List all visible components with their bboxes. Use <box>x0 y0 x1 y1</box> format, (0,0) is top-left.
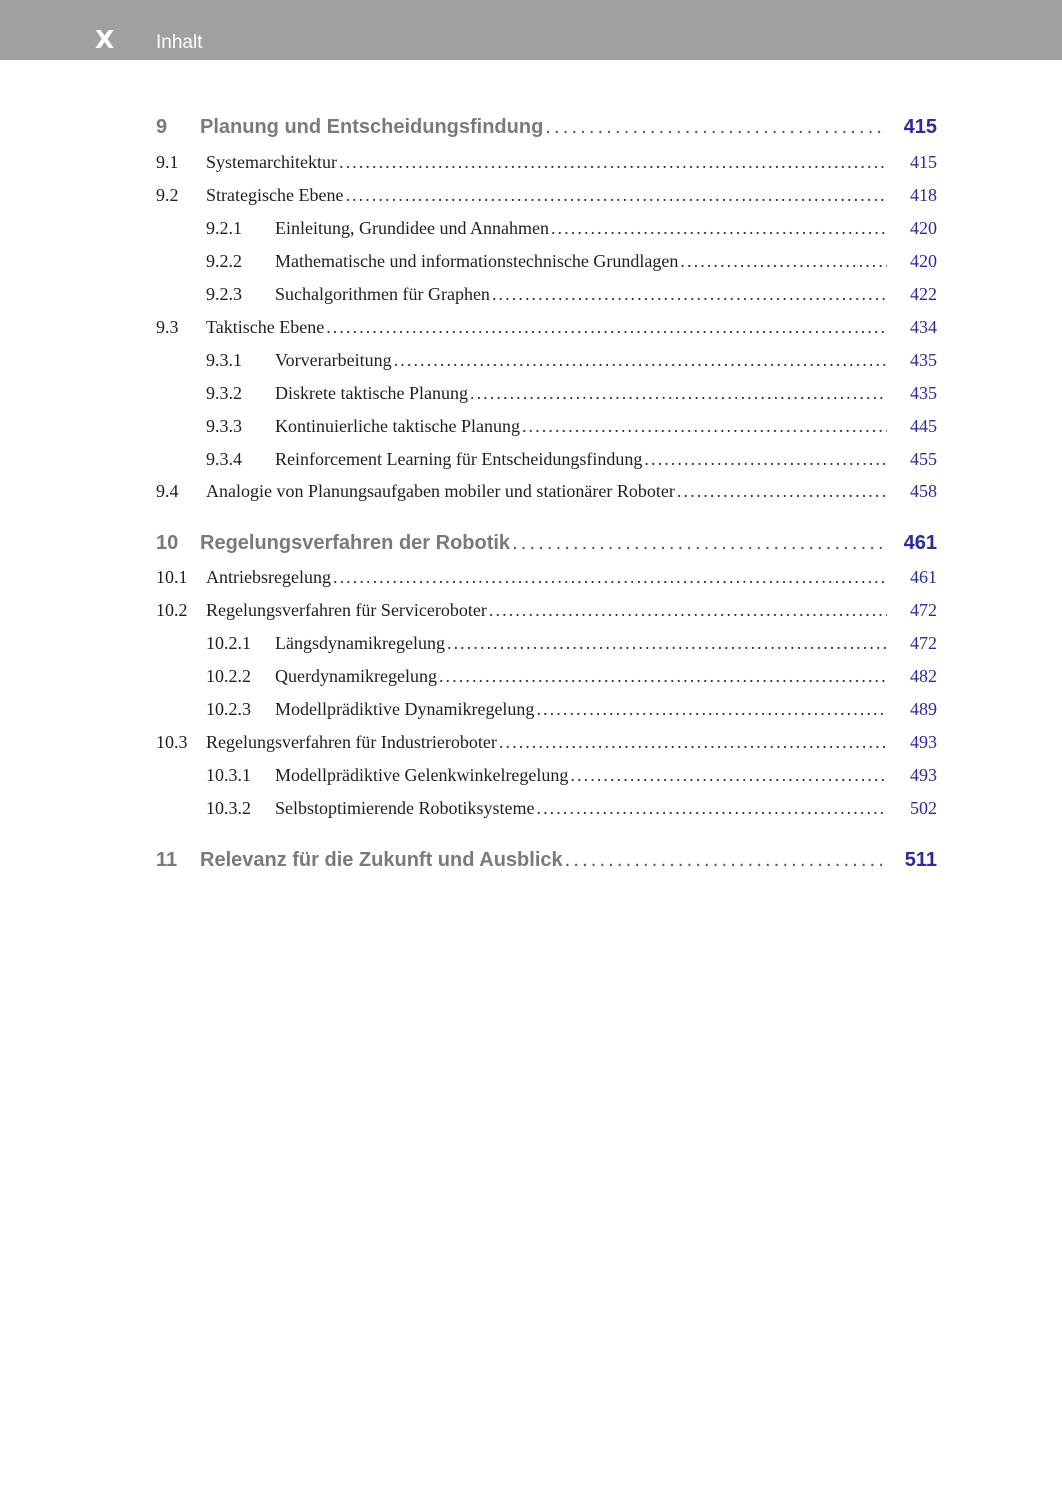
subsection-number: 9.2.2 <box>206 251 242 271</box>
chapter-title: Regelungsverfahren der Robotik <box>200 532 511 554</box>
dot-leader <box>570 765 887 786</box>
dot-leader <box>677 481 887 502</box>
subsection-title: Suchalgorithmen für Graphen <box>275 284 490 304</box>
dot-leader <box>512 532 887 555</box>
toc-section-9-1[interactable] <box>156 152 937 180</box>
subsection-title: Vorverarbeitung <box>275 350 392 370</box>
subsection-number: 9.2.1 <box>206 218 242 238</box>
subsection-page-number[interactable]: 420 <box>910 218 937 238</box>
subsection-page-number[interactable]: 482 <box>910 666 937 686</box>
toc-subsection-9-3-3[interactable] <box>156 416 937 444</box>
dot-leader <box>345 185 887 206</box>
chapter-page-number[interactable]: 415 <box>903 116 937 138</box>
toc-subsection-10-2-1[interactable] <box>156 633 937 661</box>
toc-section-9-4[interactable] <box>156 481 937 509</box>
subsection-title: Selbstoptimierende Robotiksysteme <box>275 798 535 818</box>
toc-subsection-9-2-1[interactable] <box>156 218 937 246</box>
toc-chapter-10[interactable] <box>156 532 937 562</box>
subsection-number: 10.2.1 <box>206 633 251 653</box>
chapter-title: Planung und Entscheidungsfindung <box>200 116 544 138</box>
toc-chapter-9[interactable] <box>156 116 937 146</box>
subsection-page-number[interactable]: 472 <box>910 633 937 653</box>
dot-leader <box>536 699 887 720</box>
subsection-number: 10.2.3 <box>206 699 251 719</box>
dot-leader <box>333 567 887 588</box>
dot-leader <box>339 152 887 173</box>
dot-leader <box>470 383 887 404</box>
toc-subsection-9-3-4[interactable] <box>156 449 937 477</box>
section-page-number[interactable]: 415 <box>910 152 937 172</box>
dot-leader <box>326 317 887 338</box>
running-title: Inhalt <box>156 32 203 53</box>
dot-leader <box>439 666 887 687</box>
subsection-number: 10.2.2 <box>206 666 251 686</box>
subsection-title: Mathematische und informationstechnische Grundlagen <box>275 251 679 271</box>
dot-leader <box>680 251 887 272</box>
subsection-page-number[interactable]: 502 <box>910 798 937 818</box>
section-title: Strategische Ebene <box>206 185 344 205</box>
subsection-page-number[interactable]: 435 <box>910 350 937 370</box>
dot-leader <box>644 449 887 470</box>
dot-leader <box>394 350 887 371</box>
subsection-title: Einleitung, Grundidee und Annahmen <box>275 218 549 238</box>
subsection-number: 9.3.4 <box>206 449 242 469</box>
subsection-page-number[interactable]: 445 <box>910 416 937 436</box>
toc-section-9-2[interactable] <box>156 185 937 213</box>
section-title: Antriebsregelung <box>206 567 331 587</box>
subsection-page-number[interactable]: 493 <box>910 765 937 785</box>
dot-leader <box>551 218 887 239</box>
dot-leader <box>522 416 887 437</box>
subsection-title: Längsdynamikregelung <box>275 633 445 653</box>
section-number: 9.4 <box>156 481 179 501</box>
section-page-number[interactable]: 418 <box>910 185 937 205</box>
subsection-title: Diskrete taktische Planung <box>275 383 468 403</box>
subsection-page-number[interactable]: 422 <box>910 284 937 304</box>
section-page-number[interactable]: 461 <box>910 567 937 587</box>
section-number: 10.2 <box>156 600 188 620</box>
section-number: 10.3 <box>156 732 188 752</box>
page-number: X <box>95 25 115 54</box>
section-title: Analogie von Planungsaufgaben mobiler und stationärer Roboter <box>206 481 675 501</box>
section-number: 9.2 <box>156 185 179 205</box>
chapter-page-number[interactable]: 511 <box>904 849 937 871</box>
subsection-title: Kontinuierliche taktische Planung <box>275 416 520 436</box>
subsection-number: 10.3.2 <box>206 798 251 818</box>
chapter-number: 10 <box>156 532 179 554</box>
toc-section-10-1[interactable] <box>156 567 937 595</box>
section-number: 10.1 <box>156 567 188 587</box>
toc-chapter-11[interactable] <box>156 849 937 879</box>
toc-subsection-10-2-2[interactable] <box>156 666 937 694</box>
dot-leader <box>492 284 887 305</box>
subsection-title: Querdynamikregelung <box>275 666 437 686</box>
toc-subsection-9-3-2[interactable] <box>156 383 937 411</box>
toc-subsection-10-3-1[interactable] <box>156 765 937 793</box>
section-title: Taktische Ebene <box>206 317 325 337</box>
section-number: 9.1 <box>156 152 179 172</box>
subsection-number: 10.3.1 <box>206 765 251 785</box>
subsection-title: Modellprädiktive Dynamikregelung <box>275 699 535 719</box>
subsection-title: Modellprädiktive Gelenkwinkelregelung <box>275 765 569 785</box>
toc-subsection-10-2-3[interactable] <box>156 699 937 727</box>
section-title: Regelungsverfahren für Industrieroboter <box>206 732 497 752</box>
section-title: Regelungsverfahren für Serviceroboter <box>206 600 487 620</box>
subsection-page-number[interactable]: 489 <box>910 699 937 719</box>
dot-leader <box>499 732 887 753</box>
subsection-number: 9.2.3 <box>206 284 242 304</box>
dot-leader <box>565 849 887 872</box>
toc-subsection-9-2-3[interactable] <box>156 284 937 312</box>
section-title: Systemarchitektur <box>206 152 337 172</box>
dot-leader <box>447 633 887 654</box>
running-header-bar <box>0 0 1062 60</box>
dot-leader <box>536 798 887 819</box>
section-page-number[interactable]: 472 <box>910 600 937 620</box>
chapter-number: 9 <box>156 116 168 138</box>
toc-section-10-3[interactable] <box>156 732 937 760</box>
toc-subsection-9-2-2[interactable] <box>156 251 937 279</box>
subsection-number: 9.3.3 <box>206 416 242 436</box>
dot-leader <box>545 116 887 139</box>
subsection-page-number[interactable]: 455 <box>910 449 937 469</box>
section-page-number[interactable]: 493 <box>910 732 937 752</box>
subsection-number: 9.3.2 <box>206 383 242 403</box>
section-number: 9.3 <box>156 317 179 337</box>
section-page-number[interactable]: 458 <box>910 481 937 501</box>
toc-section-10-2[interactable] <box>156 600 937 628</box>
toc-subsection-9-3-1[interactable] <box>156 350 937 378</box>
subsection-page-number[interactable]: 420 <box>910 251 937 271</box>
toc-subsection-10-3-2[interactable] <box>156 798 937 826</box>
chapter-title: Relevanz für die Zukunft und Ausblick <box>200 849 563 871</box>
subsection-page-number[interactable]: 435 <box>910 383 937 403</box>
chapter-number: 11 <box>156 849 178 871</box>
chapter-page-number[interactable]: 461 <box>903 532 937 554</box>
section-page-number[interactable]: 434 <box>910 317 937 337</box>
subsection-number: 9.3.1 <box>206 350 242 370</box>
toc-section-9-3[interactable] <box>156 317 937 345</box>
subsection-title: Reinforcement Learning für Entscheidungsfindung <box>275 449 643 469</box>
dot-leader <box>489 600 887 621</box>
